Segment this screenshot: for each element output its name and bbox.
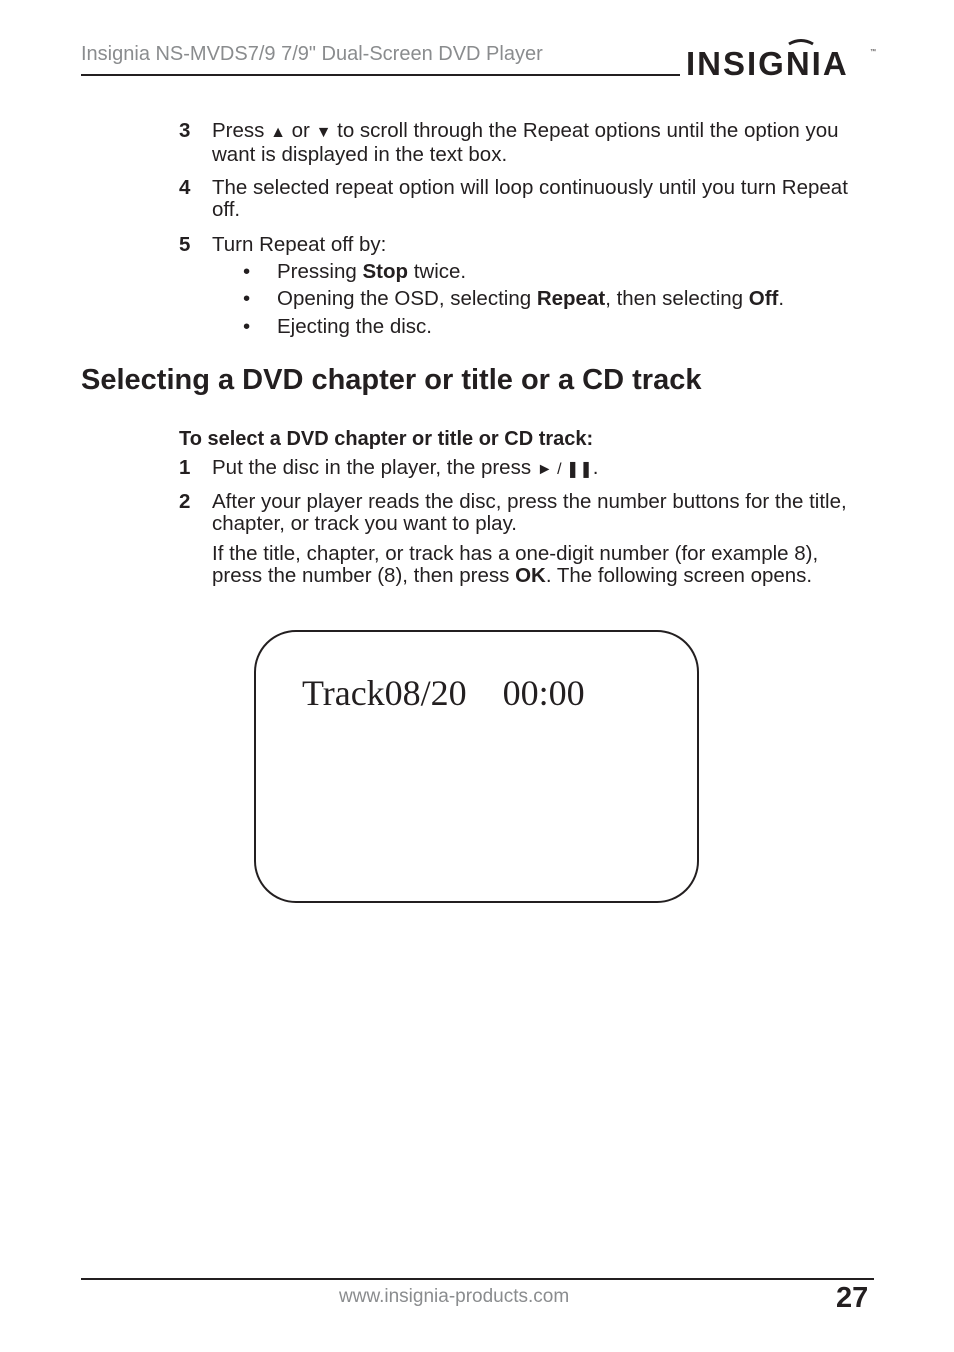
step-number: 5 [179, 233, 191, 256]
bullet-icon: • [243, 287, 251, 310]
step-number: 3 [179, 119, 191, 142]
step-number: 2 [179, 490, 191, 513]
logo-wordmark: INSIGNIA [686, 45, 849, 82]
down-arrow-icon: ▼ [315, 124, 332, 141]
svg-text:™: ™ [870, 49, 876, 55]
page-number: 27 [836, 1282, 869, 1314]
step-number: 4 [179, 176, 191, 199]
step-text: The selected repeat option will loop continuously until you turn Repeat off. [212, 176, 848, 221]
step-text: After your player reads the disc, press the number buttons for the title, chapter, or track you want to play. [212, 490, 847, 535]
insignia-logo [686, 38, 876, 86]
pause-icon: ❚❚ [565, 461, 593, 478]
step-text: Put the disc in the player, the press ► / ❚❚. [212, 456, 599, 479]
footer-rule [81, 1278, 874, 1280]
instruction-paragraph: If the title, chapter, or track has a one-digit number (for example 8), press the number (8), then press OK. The following screen opens. [212, 542, 819, 587]
step-text: Turn Repeat off by: [212, 233, 387, 256]
header-rule [81, 74, 680, 76]
header-title: Insignia NS-MVDS7/9 7/9" Dual-Screen DVD Player [81, 43, 543, 65]
step-text: Press ▲ or ▼ to scroll through the Repeat options until the option you want is displayed in the text box. [212, 119, 839, 166]
play-icon: ► [536, 461, 553, 478]
procedure-title: To select a DVD chapter or title or CD track: [179, 428, 594, 450]
bullet-icon: • [243, 260, 251, 283]
up-arrow-icon: ▲ [270, 124, 286, 141]
step-number: 1 [179, 456, 191, 479]
footer-url: www.insignia-products.com [339, 1286, 570, 1307]
bullet-icon: • [243, 315, 251, 338]
screen-illustration [254, 630, 699, 903]
track-display: Track08/20 00:00 [302, 673, 585, 713]
section-heading: Selecting a DVD chapter or title or a CD track [81, 364, 702, 396]
